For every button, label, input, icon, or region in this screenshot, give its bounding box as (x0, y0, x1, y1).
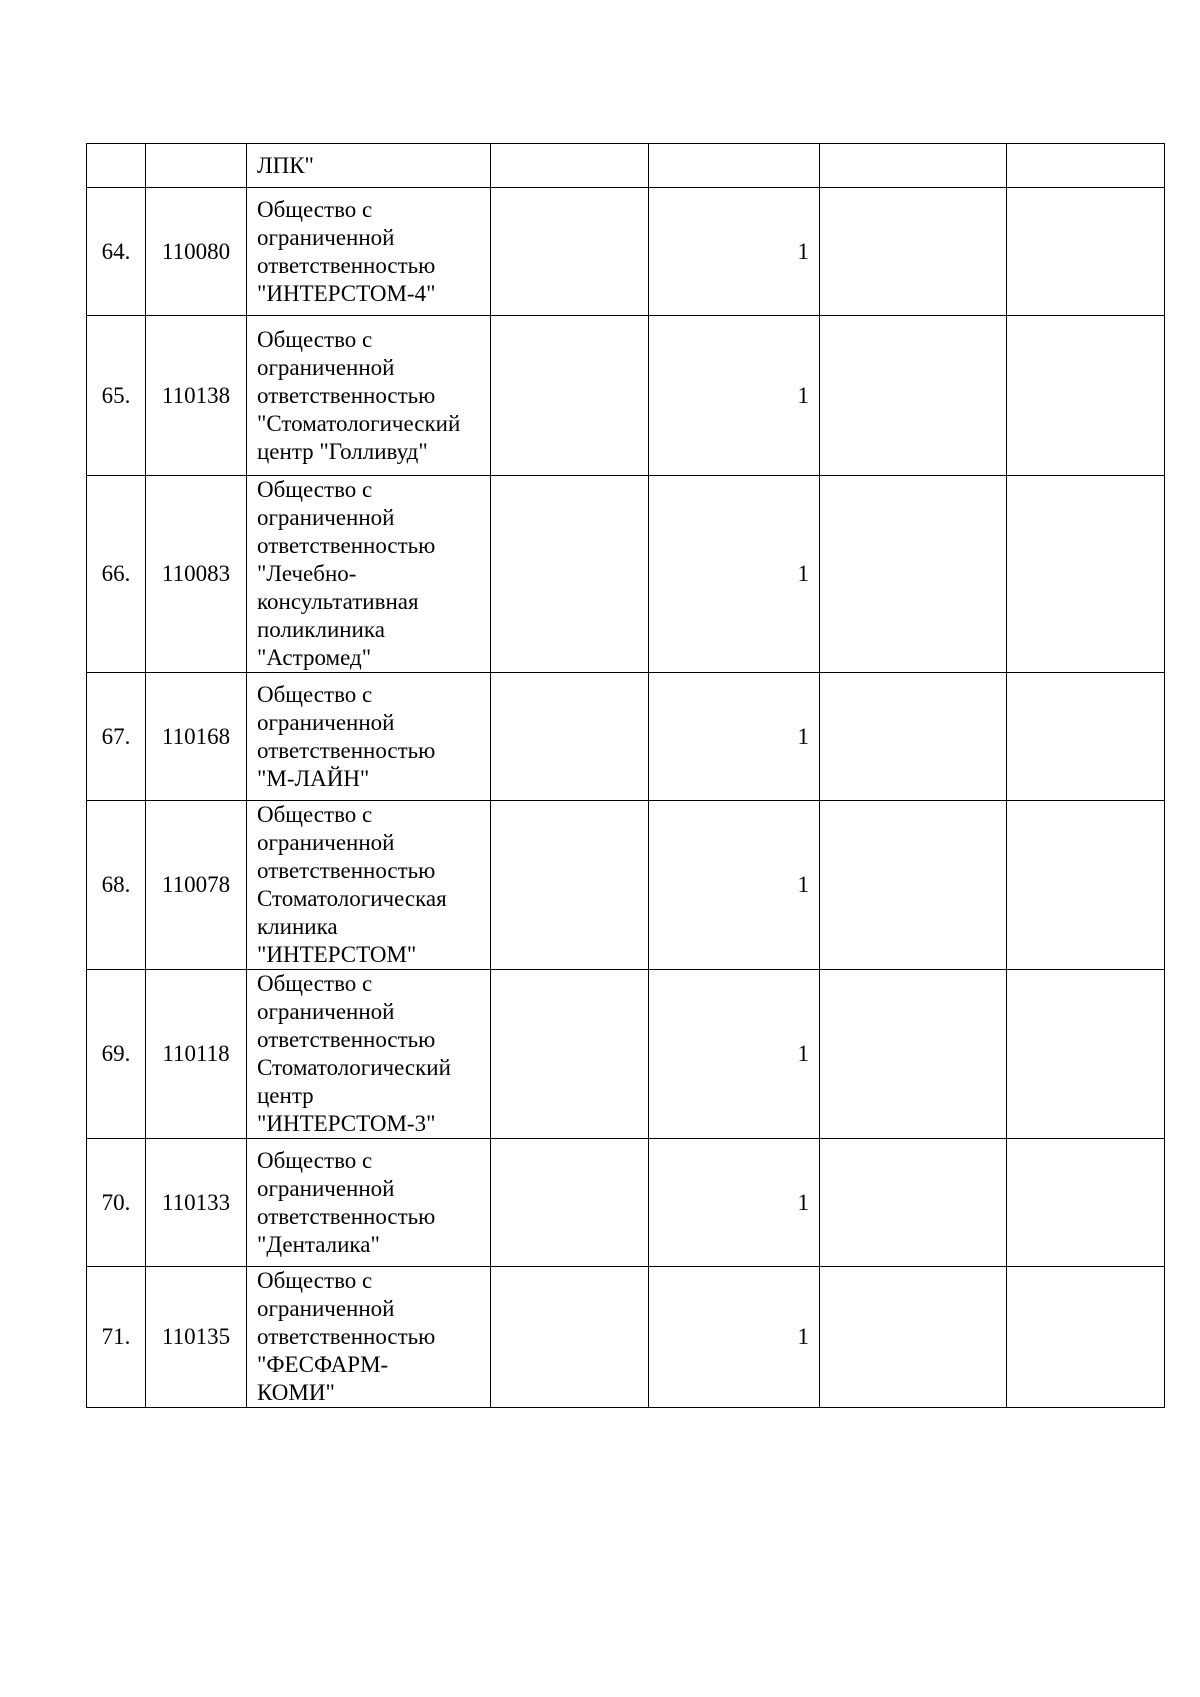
org-code-cell: 110078 (146, 801, 247, 970)
document-page (86, 143, 1164, 1408)
empty-cell (1007, 144, 1165, 188)
quantity-cell: 1 (649, 673, 820, 801)
empty-cell (820, 144, 1007, 188)
table-row (87, 673, 1165, 801)
org-name-line: "Стоматологический (257, 410, 461, 436)
org-name-line: ограниченной (257, 1296, 395, 1321)
org-name-line: Общество с (257, 477, 373, 502)
empty-cell (491, 476, 649, 673)
org-name-line: Общество с (257, 326, 373, 352)
org-name-cell (247, 1139, 491, 1267)
org-name-line: "ИНТЕРСТОМ" (257, 942, 417, 967)
org-code-cell: 110133 (146, 1139, 247, 1267)
org-name-line: центр "Голливуд" (257, 438, 428, 464)
table-row (87, 476, 1165, 673)
org-name-line: "Лечебно- (257, 561, 357, 586)
empty-cell (491, 1139, 649, 1267)
org-name-line: Общество с (257, 1268, 373, 1293)
org-code-cell: 110118 (146, 970, 247, 1139)
quantity-cell: 1 (649, 1267, 820, 1408)
empty-cell (1007, 970, 1165, 1139)
org-name-line: ответственностью (257, 1203, 436, 1229)
empty-cell (820, 673, 1007, 801)
org-name-line: Общество с (257, 196, 373, 222)
empty-cell (491, 144, 649, 188)
empty-cell (491, 801, 649, 970)
org-name-line: "М-ЛАЙН" (257, 765, 370, 791)
table-row (87, 1139, 1165, 1267)
org-name-line: ответственностью (257, 252, 436, 278)
row-number-cell: 67. (87, 673, 146, 801)
quantity-cell: 1 (649, 476, 820, 673)
org-code-cell: 110083 (146, 476, 247, 673)
empty-cell (491, 188, 649, 316)
empty-cell (491, 316, 649, 476)
empty-cell (1007, 1139, 1165, 1267)
org-code-cell: 110080 (146, 188, 247, 316)
empty-cell (820, 316, 1007, 476)
empty-cell (820, 1139, 1007, 1267)
org-name-line: "Денталика" (257, 1231, 380, 1257)
org-code-cell: 110168 (146, 673, 247, 801)
org-name-line: "ИНТЕРСТОМ-4" (257, 280, 436, 306)
empty-cell (1007, 316, 1165, 476)
org-name-cell (247, 476, 491, 673)
org-name-cell (247, 1267, 491, 1408)
org-name-cell (247, 970, 491, 1139)
organizations-table (86, 143, 1165, 1408)
org-code-cell: 110138 (146, 316, 247, 476)
table-row (87, 316, 1165, 476)
org-name-line: ответственностью (257, 1027, 436, 1052)
row-number-cell: 68. (87, 801, 146, 970)
org-name-line: поликлиника (257, 617, 385, 642)
org-name-line: ограниченной (257, 224, 395, 250)
empty-cell (820, 970, 1007, 1139)
org-name-line: ограниченной (257, 505, 395, 530)
empty-cell (820, 1267, 1007, 1408)
quantity-cell: 1 (649, 970, 820, 1139)
quantity-cell: 1 (649, 316, 820, 476)
empty-cell (1007, 673, 1165, 801)
org-name-line: ограниченной (257, 830, 395, 855)
empty-cell (1007, 801, 1165, 970)
org-name-line: ответственностью (257, 1324, 436, 1349)
org-name-cell (247, 144, 491, 188)
row-number-cell: 65. (87, 316, 146, 476)
table-row (87, 188, 1165, 316)
org-name-line: Стоматологический (257, 1055, 451, 1080)
org-name-line: консультативная (257, 589, 419, 614)
table-body (87, 144, 1165, 1408)
empty-cell (1007, 188, 1165, 316)
org-name-line: Стоматологическая (257, 886, 447, 911)
row-number-cell (87, 144, 146, 188)
org-name-line: центр (257, 1083, 314, 1108)
org-name-cell (247, 801, 491, 970)
org-name-line: Общество с (257, 1147, 373, 1173)
org-name-cell (247, 316, 491, 476)
table-row (87, 1267, 1165, 1408)
quantity-cell: 1 (649, 801, 820, 970)
quantity-cell: 1 (649, 1139, 820, 1267)
org-code-cell: 110135 (146, 1267, 247, 1408)
row-number-cell: 69. (87, 970, 146, 1139)
org-name-line: ограниченной (257, 1175, 395, 1201)
quantity-cell (649, 144, 820, 188)
org-name-cell (247, 188, 491, 316)
row-number-cell: 66. (87, 476, 146, 673)
table-row (87, 970, 1165, 1139)
org-name-line: "ИНТЕРСТОМ-3" (257, 1111, 436, 1136)
row-number-cell: 64. (87, 188, 146, 316)
org-name-line: Общество с (257, 681, 373, 707)
table-row (87, 144, 1165, 188)
empty-cell (820, 801, 1007, 970)
org-name-line: ограниченной (257, 354, 395, 380)
row-number-cell: 71. (87, 1267, 146, 1408)
org-name-line: ответственностью (257, 737, 436, 763)
table-row (87, 801, 1165, 970)
row-number-cell: 70. (87, 1139, 146, 1267)
org-code-cell (146, 144, 247, 188)
empty-cell (1007, 476, 1165, 673)
org-name-line: "Астромед" (257, 645, 372, 670)
quantity-cell: 1 (649, 188, 820, 316)
org-name-line: КОМИ" (257, 1380, 335, 1405)
empty-cell (820, 476, 1007, 673)
org-name-line: ответственностью (257, 858, 436, 883)
org-name-cell (247, 673, 491, 801)
org-name-line: Общество с (257, 971, 373, 996)
org-name-line: клиника (257, 914, 338, 939)
empty-cell (491, 1267, 649, 1408)
org-name-line: ограниченной (257, 999, 395, 1024)
empty-cell (491, 970, 649, 1139)
org-name-line: ответственностью (257, 533, 436, 558)
org-name-line: ограниченной (257, 709, 395, 735)
org-name-line: ЛПК" (257, 152, 314, 178)
org-name-line: Общество с (257, 802, 373, 827)
empty-cell (1007, 1267, 1165, 1408)
org-name-line: "ФЕСФАРМ- (257, 1352, 389, 1377)
org-name-line: ответственностью (257, 382, 436, 408)
empty-cell (820, 188, 1007, 316)
empty-cell (491, 673, 649, 801)
